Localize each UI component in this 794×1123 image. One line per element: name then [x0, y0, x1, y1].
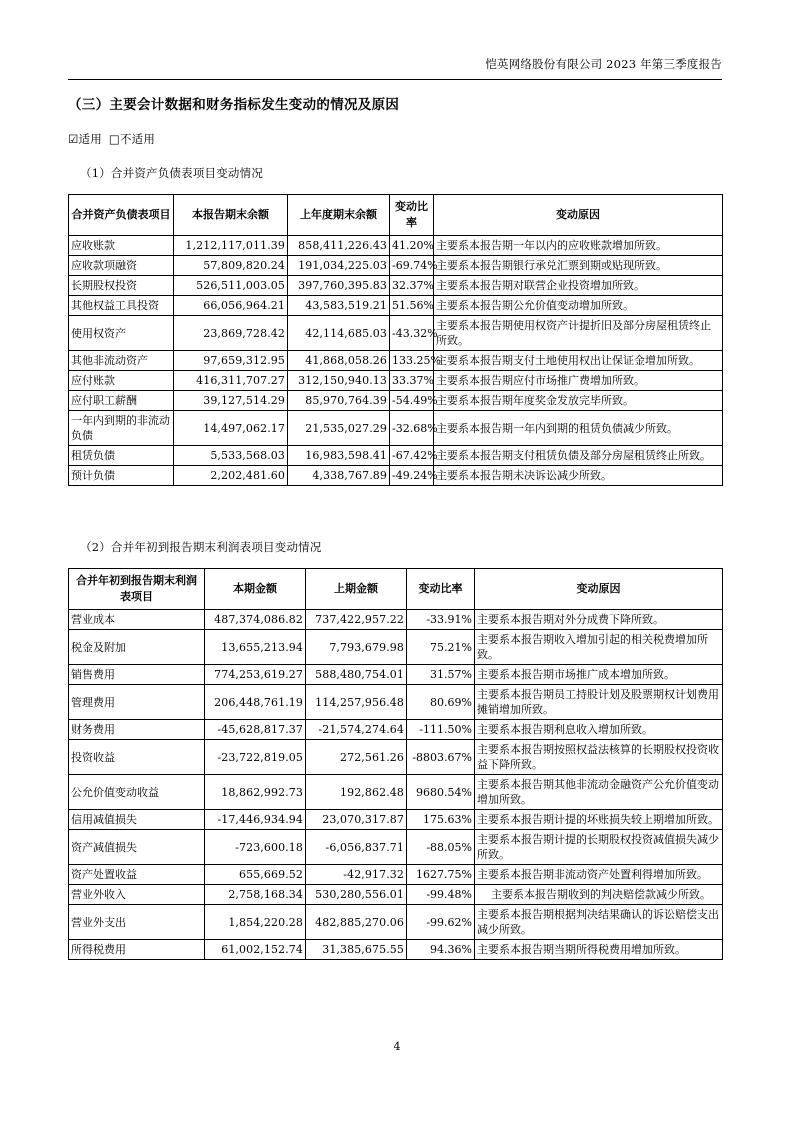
cell-current: 2,202,481.60	[174, 466, 288, 486]
table-row	[69, 665, 723, 685]
cell-item: 资产处置收益	[69, 865, 205, 885]
column-header-previous: 上期金额	[306, 569, 407, 610]
cell-reason: 主要系本报告期公允价值变动增加所致。	[434, 296, 723, 316]
cell-reason: 主要系本报告期当期所得税费用增加所致。	[475, 940, 723, 960]
table-row	[69, 371, 723, 391]
balance-sheet-change-table	[68, 194, 723, 486]
page-content	[68, 94, 722, 960]
cell-item: 使用权资产	[69, 316, 174, 351]
table-row	[69, 391, 723, 411]
cell-current: 1,854,220.28	[205, 905, 306, 940]
cell-change: -43.32%	[390, 316, 434, 351]
table-header-row	[69, 569, 723, 610]
table-row	[69, 466, 723, 486]
table-row	[69, 685, 723, 720]
cell-previous: 41,868,058.26	[288, 351, 390, 371]
cell-change: -99.62%	[407, 905, 475, 940]
header-divider-rule	[68, 79, 722, 80]
cell-item: 租赁负债	[69, 446, 174, 466]
cell-item: 所得税费用	[69, 940, 205, 960]
cell-previous: 272,561.26	[306, 740, 407, 775]
table-row	[69, 865, 723, 885]
cell-item: 资产减值损失	[69, 830, 205, 865]
table-header-row	[69, 195, 723, 236]
cell-current: -723,600.18	[205, 830, 306, 865]
table-row	[69, 830, 723, 865]
cell-reason: 主要系本报告期使用权资产计提折旧及部分房屋租赁终止所致。	[434, 316, 723, 351]
cell-item: 一年内到期的非流动负债	[69, 411, 174, 446]
cell-previous: 737,422,957.22	[306, 610, 407, 630]
table-row	[69, 411, 723, 446]
cell-reason: 主要系本报告期收入增加引起的相关税费增加所致。	[475, 630, 723, 665]
income-statement-change-table	[68, 568, 723, 960]
cell-previous: 530,280,556.01	[306, 885, 407, 905]
balance-sheet-table-body	[69, 236, 723, 486]
cell-change: -67.42%	[390, 446, 434, 466]
cell-item: 公允价值变动收益	[69, 775, 205, 810]
cell-change: 1627.75%	[407, 865, 475, 885]
cell-current: 416,311,707.27	[174, 371, 288, 391]
cell-current: 97,659,312.95	[174, 351, 288, 371]
cell-reason: 主要系本报告期一年内到期的租赁负债减少所致。	[434, 411, 723, 446]
cell-change: 9680.54%	[407, 775, 475, 810]
cell-item: 销售费用	[69, 665, 205, 685]
cell-change: -33.91%	[407, 610, 475, 630]
table-row	[69, 351, 723, 371]
page-number: 4	[393, 1040, 401, 1053]
cell-current: 2,758,168.34	[205, 885, 306, 905]
cell-reason: 主要系本报告期支付土地使用权出让保证金增加所致。	[434, 351, 723, 371]
cell-change: 94.36%	[407, 940, 475, 960]
cell-current: 5,533,568.03	[174, 446, 288, 466]
cell-reason: 主要系本报告期年度奖金发放完毕所致。	[434, 391, 723, 411]
cell-reason: 主要系本报告期对联营企业投资增加所致。	[434, 276, 723, 296]
cell-change: -99.48%	[407, 885, 475, 905]
column-header-change: 变动比率	[390, 195, 434, 236]
table-row	[69, 296, 723, 316]
cell-previous: 21,535,027.29	[288, 411, 390, 446]
table-row	[69, 720, 723, 740]
column-header-reason: 变动原因	[475, 569, 723, 610]
cell-change: -88.05%	[407, 830, 475, 865]
cell-item: 营业外收入	[69, 885, 205, 905]
cell-current: 526,511,003.05	[174, 276, 288, 296]
cell-item: 其他权益工具投资	[69, 296, 174, 316]
cell-change: -8803.67%	[407, 740, 475, 775]
cell-reason: 主要系本报告期按照权益法核算的长期股权投资收益下降所致。	[475, 740, 723, 775]
cell-item: 管理费用	[69, 685, 205, 720]
cell-change: -69.74%	[390, 256, 434, 276]
cell-previous: 31,385,675.55	[306, 940, 407, 960]
column-header-reason: 变动原因	[434, 195, 723, 236]
cell-item: 应收款项融资	[69, 256, 174, 276]
cell-item: 应付账款	[69, 371, 174, 391]
cell-previous: 588,480,754.01	[306, 665, 407, 685]
cell-item: 税金及附加	[69, 630, 205, 665]
cell-current: -23,722,819.05	[205, 740, 306, 775]
cell-item: 财务费用	[69, 720, 205, 740]
cell-current: 1,212,117,011.39	[174, 236, 288, 256]
cell-previous: -21,574,274.64	[306, 720, 407, 740]
cell-change: 33.37%	[390, 371, 434, 391]
cell-reason: 主要系本报告期银行承兑汇票到期或贴现所致。	[434, 256, 723, 276]
cell-item: 营业外支出	[69, 905, 205, 940]
cell-current: 14,497,062.17	[174, 411, 288, 446]
table-row	[69, 905, 723, 940]
cell-change: 41.20%	[390, 236, 434, 256]
table-row	[69, 885, 723, 905]
cell-previous: 16,983,598.41	[288, 446, 390, 466]
cell-reason: 主要系本报告期支付租赁负债及部分房屋租赁终止所致。	[434, 446, 723, 466]
subsection-heading-2: （2）合并年初到报告期末利润表项目变动情况	[80, 540, 322, 554]
cell-item: 应付职工薪酬	[69, 391, 174, 411]
table-row	[69, 775, 723, 810]
column-header-current: 本期金额	[205, 569, 306, 610]
applicable-checkbox-checked[interactable]: ☑适用	[68, 132, 102, 146]
table-row	[69, 610, 723, 630]
cell-change: 32.37%	[390, 276, 434, 296]
cell-current: 18,862,992.73	[205, 775, 306, 810]
subsection-heading-1: （1）合并资产负债表项目变动情况	[80, 166, 264, 180]
cell-change: -54.49%	[390, 391, 434, 411]
cell-change: 31.57%	[407, 665, 475, 685]
cell-current: 61,002,152.74	[205, 940, 306, 960]
cell-item: 其他非流动资产	[69, 351, 174, 371]
cell-change: -111.50%	[407, 720, 475, 740]
cell-previous: 7,793,679.98	[306, 630, 407, 665]
cell-previous: 114,257,956.48	[306, 685, 407, 720]
cell-item: 预计负债	[69, 466, 174, 486]
cell-previous: 397,760,395.83	[288, 276, 390, 296]
cell-reason: 主要系本报告期市场推广成本增加所致。	[475, 665, 723, 685]
running-header: 恺英网络股份有限公司 2023 年第三季度报告	[485, 57, 722, 71]
column-header-previous: 上年度期末余额	[288, 195, 390, 236]
cell-change: 51.56%	[390, 296, 434, 316]
cell-previous: 23,070,317.87	[306, 810, 407, 830]
cell-change: -49.24%	[390, 466, 434, 486]
cell-previous: 192,862.48	[306, 775, 407, 810]
cell-change: 75.21%	[407, 630, 475, 665]
cell-current: 487,374,086.82	[205, 610, 306, 630]
cell-reason: 主要系本报告期员工持股计划及股票期权计划费用摊销增加所致。	[475, 685, 723, 720]
cell-reason: 主要系本报告期未决诉讼减少所致。	[434, 466, 723, 486]
cell-previous: 43,583,519.21	[288, 296, 390, 316]
cell-reason: 主要系本报告期一年以内的应收账款增加所致。	[434, 236, 723, 256]
cell-reason: 主要系本报告期非流动资产处置利得增加所致。	[475, 865, 723, 885]
table-row	[69, 256, 723, 276]
table-gap-spacer	[68, 486, 722, 538]
cell-reason: 主要系本报告期计提的长期股权投资减值损失减少所致。	[475, 830, 723, 865]
cell-previous: 191,034,225.03	[288, 256, 390, 276]
column-header-item: 合并年初到报告期末利润表项目	[69, 569, 205, 610]
table-row	[69, 446, 723, 466]
column-header-item: 合并资产负债表项目	[69, 195, 174, 236]
cell-previous: 312,150,940.13	[288, 371, 390, 391]
table-row	[69, 276, 723, 296]
cell-current: 655,669.52	[205, 865, 306, 885]
table-row	[69, 810, 723, 830]
cell-change: -32.68%	[390, 411, 434, 446]
cell-reason: 主要系本报告期对外分成费下降所致。	[475, 610, 723, 630]
cell-reason: 主要系本报告期根据判决结果确认的诉讼赔偿支出减少所致。	[475, 905, 723, 940]
cell-current: 57,809,820.24	[174, 256, 288, 276]
table-row	[69, 740, 723, 775]
page-title: （三）主要会计数据和财务指标发生变动的情况及原因	[68, 97, 400, 113]
cell-previous: 42,114,685.03	[288, 316, 390, 351]
table-row	[69, 940, 723, 960]
table-row	[69, 630, 723, 665]
cell-reason: 主要系本报告期其他非流动金融资产公允价值变动增加所致。	[475, 775, 723, 810]
cell-change: 133.25%	[390, 351, 434, 371]
cell-reason: 主要系本报告期应付市场推广费增加所致。	[434, 371, 723, 391]
cell-reason: 主要系本报告期计提的坏账损失较上期增加所致。	[475, 810, 723, 830]
cell-previous: 4,338,767.89	[288, 466, 390, 486]
cell-current: 206,448,761.19	[205, 685, 306, 720]
table-row	[69, 236, 723, 256]
cell-item: 营业成本	[69, 610, 205, 630]
cell-item: 应收账款	[69, 236, 174, 256]
cell-change: 175.63%	[407, 810, 475, 830]
cell-previous: 85,970,764.39	[288, 391, 390, 411]
table-row	[69, 316, 723, 351]
cell-previous: 482,885,270.06	[306, 905, 407, 940]
income-statement-table-body	[69, 610, 723, 960]
cell-current: 13,655,213.94	[205, 630, 306, 665]
cell-reason: 主要系本报告期收到的判决赔偿款减少所致。	[475, 885, 723, 905]
cell-current: -45,628,817.37	[205, 720, 306, 740]
cell-change: 80.69%	[407, 685, 475, 720]
cell-previous: -42,917.32	[306, 865, 407, 885]
cell-item: 长期股权投资	[69, 276, 174, 296]
cell-item: 信用减值损失	[69, 810, 205, 830]
applicability-line	[68, 130, 722, 148]
cell-current: 39,127,514.29	[174, 391, 288, 411]
applicable-checkbox-unchecked[interactable]: □不适用	[108, 132, 156, 146]
cell-current: -17,446,934.94	[205, 810, 306, 830]
cell-item: 投资收益	[69, 740, 205, 775]
column-header-change: 变动比率	[407, 569, 475, 610]
cell-previous: 858,411,226.43	[288, 236, 390, 256]
cell-previous: -6,056,837.71	[306, 830, 407, 865]
cell-current: 774,253,619.27	[205, 665, 306, 685]
cell-current: 23,869,728.42	[174, 316, 288, 351]
cell-reason: 主要系本报告期利息收入增加所致。	[475, 720, 723, 740]
cell-current: 66,056,964.21	[174, 296, 288, 316]
column-header-current: 本报告期末余额	[174, 195, 288, 236]
